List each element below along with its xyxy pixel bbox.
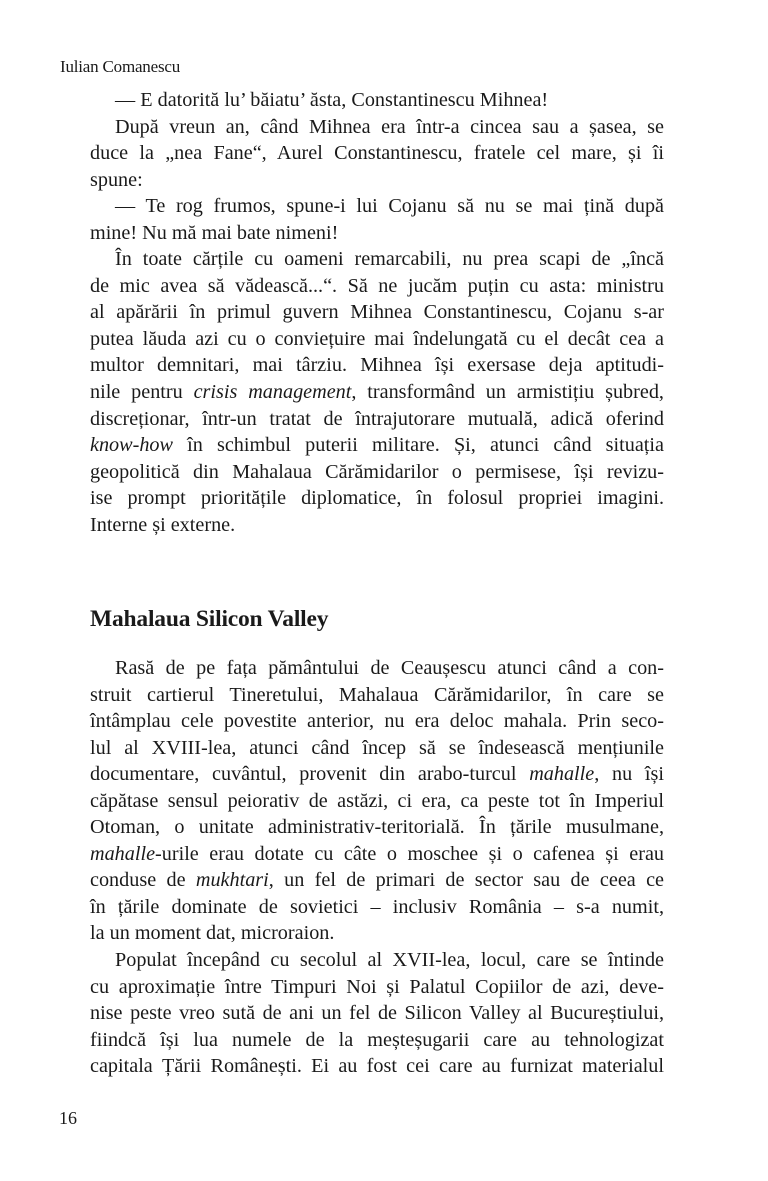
body-text-block-1	[90, 87, 664, 538]
text-line: Interne și externe.	[90, 513, 236, 536]
text-run: -urile erau dotate cu câte o moschee și o cafenea și erau	[155, 842, 664, 865]
text-line: multor demnitari, mai târziu. Mihnea își exersase deja aptitudi-	[90, 354, 664, 377]
text-line: lul al XVIII-lea, atunci când încep să se îndesească mențiunile	[90, 736, 664, 759]
text-line: putea lăuda azi cu o conviețuire mai îndelungată cu el decât cea a	[90, 327, 664, 350]
text-line: — Te rog frumos, spune-i lui Cojanu să nu se mai țină după	[115, 195, 664, 218]
text-run: în schimbul puterii militare. Și, atunci când situația	[173, 434, 664, 457]
text-line	[90, 841, 664, 868]
running-header-author: Iulian Comanescu	[60, 57, 181, 76]
italic-term: mahalle	[90, 842, 156, 865]
italic-term: mahalle	[529, 763, 595, 786]
italic-term: know-how	[90, 434, 173, 457]
body-text-block-2	[90, 655, 664, 1080]
text-line: În toate cărțile cu oameni remarcabili, nu prea scapi de „încă	[115, 248, 664, 271]
italic-term: mukhtari	[195, 869, 269, 892]
text-run: documentare, cuvântul, provenit din arabo-turcul	[90, 763, 530, 786]
text-line: geopolitică din Mahalaua Cărămidarilor o permisese, își revizu-	[90, 460, 664, 483]
text-line: Otoman, o unitate administrativ-teritorială. În țările musulmane,	[90, 816, 664, 839]
text-line: nise peste vreo sută de ani un fel de Silicon Valley al Bucureștiului,	[90, 1002, 664, 1025]
text-line: ise prompt prioritățile diplomatice, în folosul propriei imagini.	[90, 487, 664, 510]
text-line: de mic avea să vădească...“. Să ne jucăm puțin cu asta: ministru	[90, 274, 664, 297]
text-line: După vreun an, când Mihnea era într-a cincea sau a șasea, se	[115, 115, 664, 138]
text-line: capitala Țării Românești. Ei au fost cei care au furnizat materialul	[90, 1055, 664, 1078]
italic-term: crisis management	[193, 381, 352, 404]
section-heading: Mahalaua Silicon Valley	[90, 606, 329, 632]
text-run: nile pentru	[90, 381, 194, 404]
text-line: struit cartierul Tineretului, Mahalaua Cărămidarilor, în care se	[90, 683, 664, 706]
text-line: spune:	[90, 168, 143, 191]
text-line	[90, 379, 664, 406]
page-number: 16	[59, 1108, 77, 1128]
text-line: — E datorită lu’ băiatu’ ăsta, Constantinescu Mihnea!	[115, 89, 549, 111]
text-line: al apărării în primul guvern Mihnea Constantinescu, Cojanu s-ar	[90, 301, 664, 324]
text-line: duce la „nea Fane“, Aurel Constantinescu, fratele cel mare, și îi	[90, 142, 664, 165]
text-run: conduse de	[90, 869, 196, 892]
text-line: discreționar, într-un tratat de întrajutorare mutuală, adică oferind	[90, 407, 664, 430]
text-line	[90, 761, 664, 788]
text-line: întâmplau cele povestite anterior, nu era deloc mahala. Prin seco-	[90, 710, 664, 733]
text-run: , transformând un armistițiu șubred,	[351, 381, 664, 404]
text-line: fiindcă își lua numele de la meșteșugarii care au tehnologizat	[90, 1028, 664, 1051]
text-line: la un moment dat, microraion.	[90, 922, 335, 945]
text-line: Rasă de pe fața pământului de Ceaușescu atunci când a con-	[115, 657, 664, 679]
text-line: Populat începând cu secolul al XVII-lea, locul, care se întinde	[115, 949, 664, 972]
text-line: în țările dominate de sovietici – inclusiv România – s-a numit,	[90, 895, 664, 918]
text-line	[90, 432, 664, 459]
text-line: cu aproximație între Timpuri Noi și Palatul Copiilor de azi, deve-	[90, 975, 664, 998]
text-line: mine! Nu mă mai bate nimeni!	[90, 221, 339, 244]
text-line: căpătase sensul peiorativ de astăzi, ci era, ca peste tot în Imperiul	[90, 789, 664, 812]
text-run: , nu își	[594, 763, 664, 786]
text-run: , un fel de primari de sector sau de ceea ce	[268, 869, 664, 892]
text-line	[90, 867, 664, 894]
